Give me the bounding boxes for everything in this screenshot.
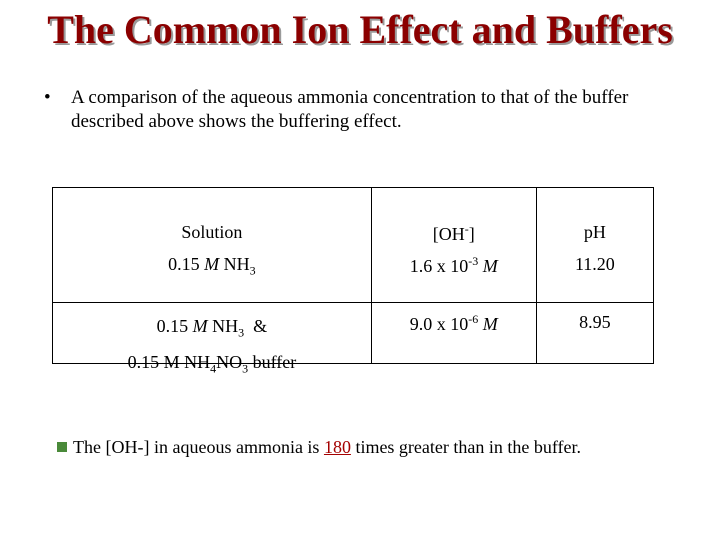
- table-cell-ph-1: [536, 188, 653, 303]
- table-cell-solution-1: [53, 188, 372, 303]
- table-row: [53, 188, 654, 303]
- note-text-pre: The [OH-] in aqueous ammonia is: [73, 437, 320, 457]
- table-cell-oh-2: [371, 303, 536, 364]
- row1-oh: 1.6 x $10^{-3}$ M: [409, 254, 498, 276]
- note-highlight: 180: [323, 437, 351, 457]
- table-cell-ph-2: [536, 303, 653, 364]
- table-cell-solution-2: [53, 303, 372, 376]
- row2-oh: 9.0 x $10^{-6}$ M: [409, 312, 498, 334]
- bullet-marker: •: [44, 87, 51, 108]
- row2-solution: 0.15 M $NH_3$ & 0.15 M $NH_4NO_3$ buffer: [127, 316, 297, 376]
- header-ph: pH: [583, 222, 606, 242]
- row1-solution: 0.15 M $NH_3$: [168, 254, 256, 278]
- note-text-post: times greater than in the buffer.: [355, 437, 582, 457]
- bullet-text: A comparison of the aqueous ammonia concentration to that of the buffer described above shows the buffering effect.: [71, 87, 629, 132]
- slide-title: The Common Ion Effect and Buffers: [47, 7, 673, 52]
- row1-ph: 11.20: [574, 254, 615, 274]
- square-bullet-icon: [57, 442, 67, 452]
- table-row: [53, 303, 654, 364]
- header-oh: [OH-]: [432, 222, 475, 244]
- row2-ph: 8.95: [579, 312, 611, 332]
- comparison-table: [52, 187, 654, 376]
- conclusion-note: [57, 437, 581, 458]
- header-solution: Solution: [181, 222, 243, 242]
- table-cell-oh-1: [371, 188, 536, 303]
